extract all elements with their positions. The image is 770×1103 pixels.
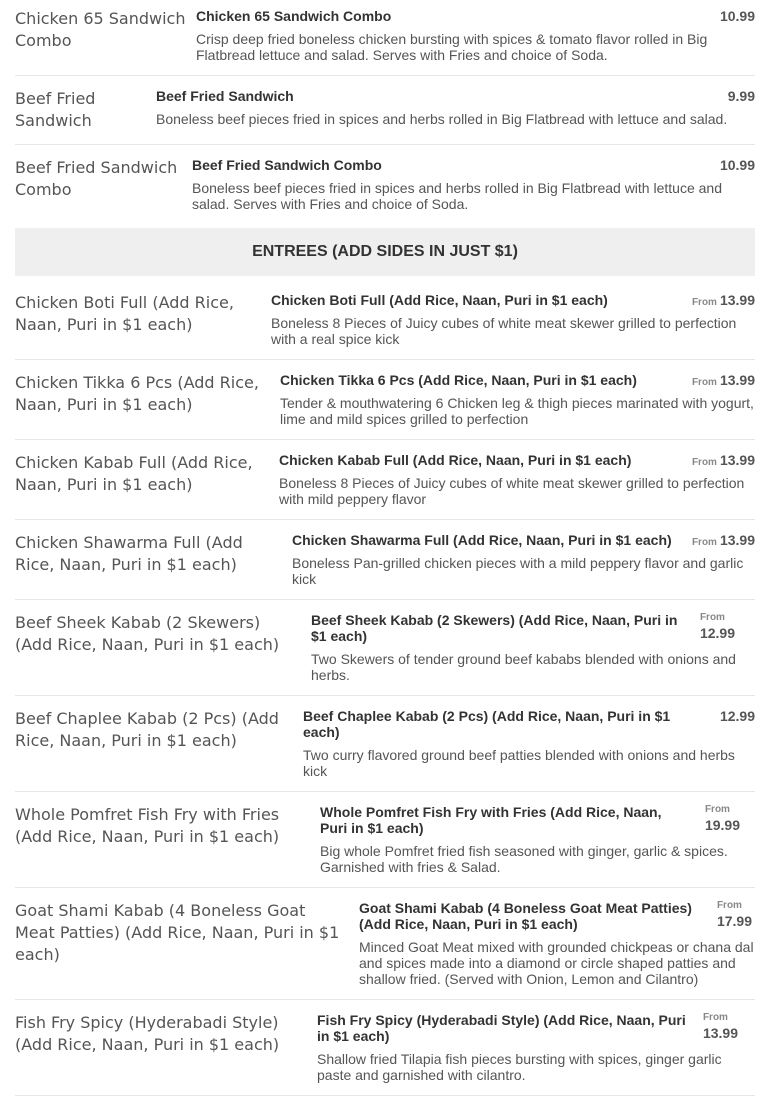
item-name[interactable]: Beef Chaplee Kabab (2 Pcs) (Add Rice, Naan, Puri in $1 each) [303,708,671,740]
item-description: Boneless beef pieces fried in spices and herbs rolled in Big Flatbread with lettuce and salad. Serves with Fries and choice of Soda. [192,180,722,212]
price-amount: 13.99 [719,452,755,468]
item-description: Boneless Pan-grilled chicken pieces with a mild peppery flavor and garlic kick [292,555,744,587]
menu-item-goat-shami-kabab[interactable] [15,900,755,1000]
menu-item-beef-sheek-kabab[interactable] [15,612,755,696]
price-amount: 12.99 [719,708,755,724]
menu-item-whole-pomfret-fish-fry[interactable] [15,804,755,888]
menu-item-beef-fried-sandwich-combo[interactable] [15,157,755,227]
item-image-placeholder[interactable]: Chicken Kabab Full (Add Rice, Naan, Puri in $1 each) [15,453,253,494]
section-header-entrees: ENTREES (ADD SIDES IN JUST $1) [15,228,755,276]
item-description: Boneless 8 Pieces of Juicy cubes of white meat skewer grilled to perfection with a real spice kick [271,315,737,347]
item-price [705,804,740,835]
item-description: Tender & mouthwatering 6 Chicken leg & thigh pieces marinated with yogurt, lime and mild spices grilled to perfection [280,395,754,427]
item-description: Minced Goat Meat mixed with grounded chickpeas or chana dal and spices made into a diamond or circle shaped patties and shallow fried. (Served with Onion, Lemon and Cilantro) [359,939,754,987]
item-price [692,532,755,550]
price-amount: 17.99 [716,913,752,929]
from-label: From [691,457,717,468]
menu-item-chicken-tikka-6-pcs[interactable] [15,372,755,440]
item-image-placeholder[interactable]: Chicken 65 Sandwich Combo [15,9,186,50]
price-amount: 19.99 [704,817,740,833]
item-image-placeholder[interactable]: Chicken Shawarma Full (Add Rice, Naan, Puri in $1 each) [15,533,243,574]
item-description: Shallow fried Tilapia fish pieces bursting with spices, ginger garlic paste and garnished with cilantro. [317,1051,722,1083]
item-name[interactable]: Chicken Shawarma Full (Add Rice, Naan, Puri in $1 each) [292,532,672,548]
item-price [720,8,755,26]
menu-item-beef-fried-sandwich[interactable] [15,88,755,145]
from-label: From [702,1012,728,1023]
price-amount: 10.99 [719,8,755,24]
price-amount: 13.99 [719,532,755,548]
from-label: From [699,612,725,623]
price-amount: 13.99 [719,372,755,388]
item-price [720,708,755,726]
item-price [692,452,755,470]
from-label: From [716,900,742,911]
item-name[interactable]: Beef Fried Sandwich Combo [192,157,382,173]
item-description: Crisp deep fried boneless chicken bursting with spices & tomato flavor rolled in Big Flatbread lettuce and salad. Serves with Fries and choice of Soda. [196,31,708,63]
menu-item-chicken-shawarma-full[interactable] [15,532,755,600]
item-name[interactable]: Chicken Kabab Full (Add Rice, Naan, Puri in $1 each) [279,452,632,468]
item-name[interactable]: Whole Pomfret Fish Fry with Fries (Add Rice, Naan, Puri in $1 each) [320,804,662,836]
item-price [692,372,755,390]
item-image-placeholder[interactable]: Whole Pomfret Fish Fry with Fries (Add Rice, Naan, Puri in $1 each) [15,805,280,846]
item-name[interactable]: Beef Sheek Kabab (2 Skewers) (Add Rice, Naan, Puri in $1 each) [311,612,678,644]
menu-item-fish-fry-spicy[interactable] [15,1012,755,1096]
item-image-placeholder[interactable]: Beef Fried Sandwich Combo [15,158,178,199]
item-price [720,157,755,175]
item-description: Big whole Pomfret fried fish seasoned with ginger, garlic & spices. Garnished with fries & Salad. [320,843,728,875]
price-amount: 10.99 [719,157,755,173]
menu-item-beef-chaplee-kabab[interactable] [15,708,755,792]
item-description: Boneless 8 Pieces of Juicy cubes of white meat skewer grilled to perfection with mild peppery flavor [279,475,745,507]
item-image-placeholder[interactable]: Beef Fried Sandwich [15,89,96,130]
item-description: Two Skewers of tender ground beef kababs blended with onions and herbs. [311,651,736,683]
from-label: From [691,537,717,548]
price-amount: 13.99 [719,292,755,308]
item-image-placeholder[interactable]: Beef Sheek Kabab (2 Skewers) (Add Rice, Naan, Puri in $1 each) [15,613,280,654]
item-price [728,88,755,106]
from-label: From [704,804,730,815]
item-description: Boneless beef pieces fried in spices and herbs rolled in Big Flatbread with lettuce and salad. [156,111,728,127]
item-price [703,1012,738,1043]
from-label: From [691,297,717,308]
price-amount: 13.99 [702,1025,738,1041]
price-amount: 9.99 [727,88,755,104]
item-name[interactable]: Chicken 65 Sandwich Combo [196,8,392,24]
menu-item-chicken-kabab-full[interactable] [15,452,755,520]
item-image-placeholder[interactable]: Fish Fry Spicy (Hyderabadi Style) (Add Rice, Naan, Puri in $1 each) [15,1013,280,1054]
item-name[interactable]: Fish Fry Spicy (Hyderabadi Style) (Add Rice, Naan, Puri in $1 each) [317,1012,686,1044]
item-price [692,292,755,310]
item-name[interactable]: Beef Fried Sandwich [156,88,294,104]
menu-item-chicken-boti-full[interactable] [15,292,755,360]
item-price [700,612,735,643]
menu-item-chicken-65-sandwich-combo[interactable] [15,8,755,76]
item-name[interactable]: Chicken Tikka 6 Pcs (Add Rice, Naan, Puri in $1 each) [280,372,637,388]
item-image-placeholder[interactable]: Chicken Tikka 6 Pcs (Add Rice, Naan, Puri in $1 each) [15,373,259,414]
item-description: Two curry flavored ground beef patties blended with onions and herbs kick [303,747,735,779]
item-name[interactable]: Goat Shami Kabab (4 Boneless Goat Meat Patties) (Add Rice, Naan, Puri in $1 each) [359,900,692,932]
from-label: From [691,377,717,388]
item-image-placeholder[interactable]: Chicken Boti Full (Add Rice, Naan, Puri in $1 each) [15,293,234,334]
item-name[interactable]: Chicken Boti Full (Add Rice, Naan, Puri in $1 each) [271,292,608,308]
item-image-placeholder[interactable]: Beef Chaplee Kabab (2 Pcs) (Add Rice, Naan, Puri in $1 each) [15,709,279,750]
price-amount: 12.99 [699,625,735,641]
item-image-placeholder[interactable]: Goat Shami Kabab (4 Boneless Goat Meat Patties) (Add Rice, Naan, Puri in $1 each) [15,901,340,964]
item-price [717,900,752,931]
